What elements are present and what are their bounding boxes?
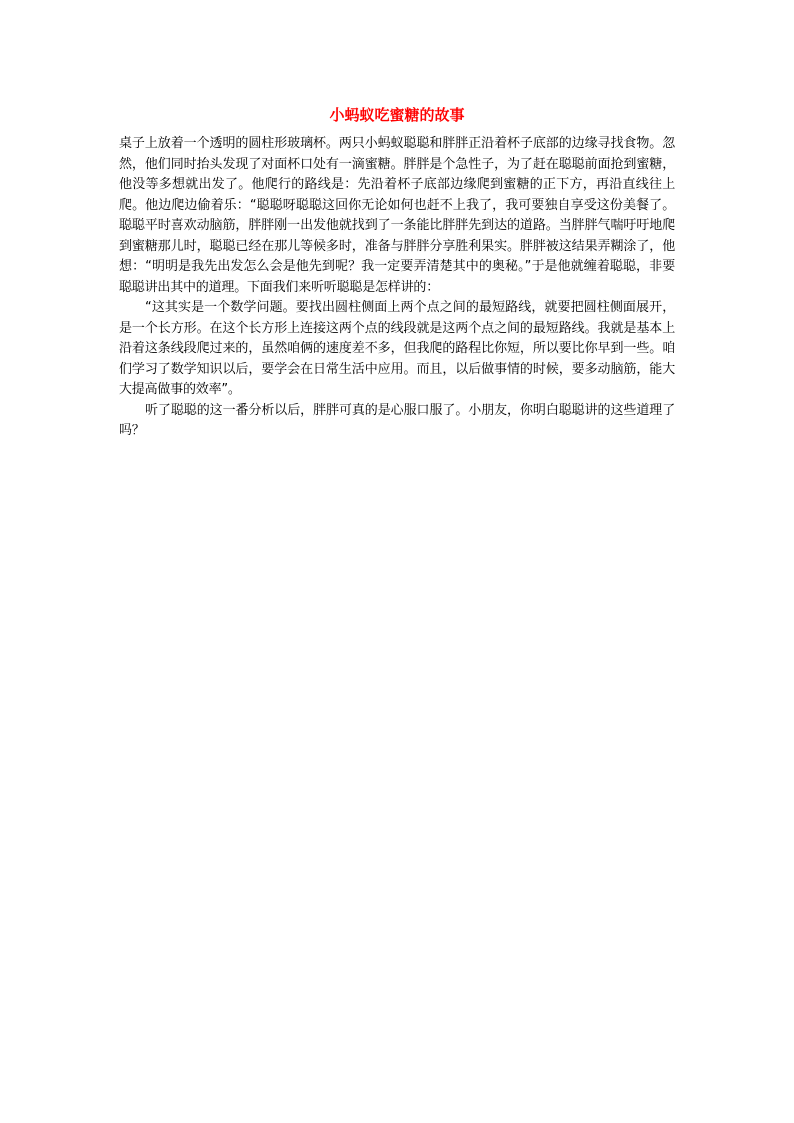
story-paragraph-conclusion: 听了聪聪的这一番分析以后，胖胖可真的是心服口服了。小朋友，你明白聪聪讲的这些道理了吗？ bbox=[119, 402, 675, 438]
page-title: 小蚂蚁吃蜜糖的故事 bbox=[329, 106, 465, 124]
story-body bbox=[119, 134, 675, 442]
story-paragraph-explanation: “这其实是一个数学问题。要找出圆柱侧面上两个点之间的最短路线，就要把圆柱侧面展开，是一个长方形。在这个长方形上连接这两个点的线段就是这两个点之间的最短路线。我就是基本上沿着这条线段爬过来的，虽然咱俩的速度差不多，但我爬的路程比你短，所以要比你早到一些。咱们学习了数学知识以后，要学会在日常生活中应用。而且，以后做事情的时候，要多动脑筋，能大大提高做事的效率”。 bbox=[119, 300, 675, 397]
story-paragraph-intro: 桌子上放着一个透明的圆柱形玻璃杯。两只小蚂蚁聪聪和胖胖正沿着杯子底部的边缘寻找食物。忽然，他们同时抬头发现了对面杯口处有一滴蜜糖。胖胖是个急性子，为了赶在聪聪前面抢到蜜糖，他没等多想就出发了。他爬行的路线是：先沿着杯子底部边缘爬到蜜糖的正下方，再沿直线往上爬。他边爬边偷着乐：“聪聪呀聪聪这回你无论如何也赶不上我了，我可要独自享受这份美餐了。聪聪平时喜欢动脑筋，胖胖刚一出发他就找到了一条能比胖胖先到达的道路。当胖胖气喘吁吁地爬到蜜糖那儿时，聪聪已经在那儿等候多时，准备与胖胖分享胜利果实。胖胖被这结果弄糊涂了，他想：“明明是我先出发怎么会是他先到呢？我一定要弄清楚其中的奥秘。”于是他就缠着聪聪，非要聪聪讲出其中的道理。下面我们来听听聪聪是怎样讲的： bbox=[119, 136, 675, 295]
